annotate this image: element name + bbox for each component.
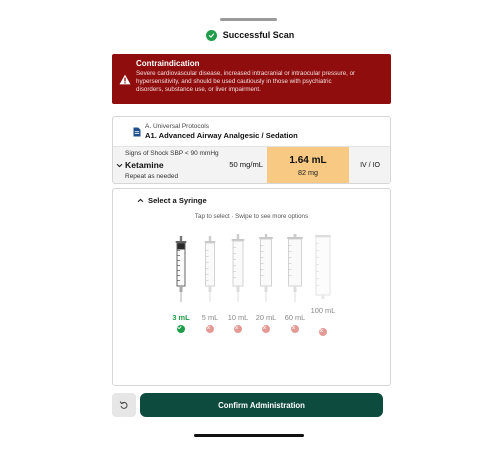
dose-mass: 82 mg	[298, 167, 318, 177]
chevron-up-icon	[137, 197, 144, 204]
check-circle-icon	[206, 30, 217, 41]
drug-route: IV / IO	[360, 162, 380, 169]
syringe-selector-toggle[interactable]	[137, 196, 207, 205]
syringe-icon	[225, 234, 251, 306]
alert-line: hypersensitivity, and should be used cautiously in those with psychiatric	[136, 78, 332, 86]
contraindication-alert	[112, 54, 391, 104]
syringe-label: 60 mL	[284, 313, 306, 322]
close-circle-icon	[319, 328, 327, 336]
confirm-administration-button[interactable]: Confirm Administration	[140, 393, 383, 417]
syringe-icon	[197, 234, 223, 306]
undo-icon	[119, 400, 129, 410]
protocol-name: A1. Advanced Airway Analgesic / Sedation	[145, 131, 298, 140]
syringe-option-3ml[interactable]	[168, 234, 194, 344]
document-icon	[133, 127, 141, 137]
protocol-group: A. Universal Protocols	[145, 123, 209, 130]
dose-box	[267, 147, 349, 184]
syringe-label-text: 100 mL	[310, 306, 336, 315]
syringe-selector	[112, 188, 391, 386]
alert-line: disorders, substance use, or liver impairment.	[136, 86, 261, 94]
alert-text	[136, 70, 355, 95]
close-circle-icon	[262, 325, 270, 333]
dose-volume: 1.64 mL	[289, 154, 327, 166]
syringe-icon	[168, 234, 194, 306]
close-circle-icon	[234, 325, 242, 333]
home-indicator[interactable]	[194, 434, 304, 437]
syringe-option-5ml[interactable]	[197, 234, 223, 344]
drug-concentration: 50 mg/mL	[229, 160, 263, 169]
close-circle-icon	[291, 325, 299, 333]
alert-line: Severe cardiovascular disease, increased intracranial or intraocular pressure, or	[136, 70, 356, 77]
sheet-grabber[interactable]	[220, 18, 277, 21]
reset-button[interactable]	[112, 393, 136, 417]
syringe-hint: Tap to select · Swipe to see more options	[194, 213, 309, 220]
syringe-label: 5 mL	[201, 313, 219, 322]
syringe-icon	[282, 234, 308, 306]
drug-indication: Signs of Shock SBP < 90 mmHg	[125, 150, 219, 157]
page-title: Successful Scan	[222, 30, 295, 40]
close-circle-icon	[206, 325, 214, 333]
syringe-option-100ml[interactable]	[310, 229, 336, 339]
syringe-option-20ml[interactable]	[253, 234, 279, 344]
syringe-label	[310, 307, 336, 315]
alert-title: Contraindication	[136, 59, 200, 68]
syringe-label: 3 mL	[172, 313, 190, 322]
check-circle-icon	[177, 325, 185, 333]
syringe-option-60ml[interactable]	[282, 234, 308, 344]
protocol-card	[112, 116, 391, 184]
syringe-icon	[253, 234, 279, 306]
protocol-header[interactable]	[113, 117, 390, 147]
syringe-option-10ml[interactable]	[225, 234, 251, 344]
syringe-label: 20 mL	[255, 313, 277, 322]
syringe-label: 10 mL	[227, 313, 249, 322]
syringe-selector-title: Select a Syringe	[148, 196, 207, 205]
drug-instruction: Repeat as needed	[125, 173, 179, 180]
drug-name: Ketamine	[125, 160, 164, 170]
warning-triangle-icon	[112, 54, 134, 104]
syringe-icon	[310, 229, 336, 301]
chevron-down-icon[interactable]	[116, 162, 123, 169]
drug-row[interactable]	[113, 147, 390, 184]
scan-header	[0, 28, 500, 42]
